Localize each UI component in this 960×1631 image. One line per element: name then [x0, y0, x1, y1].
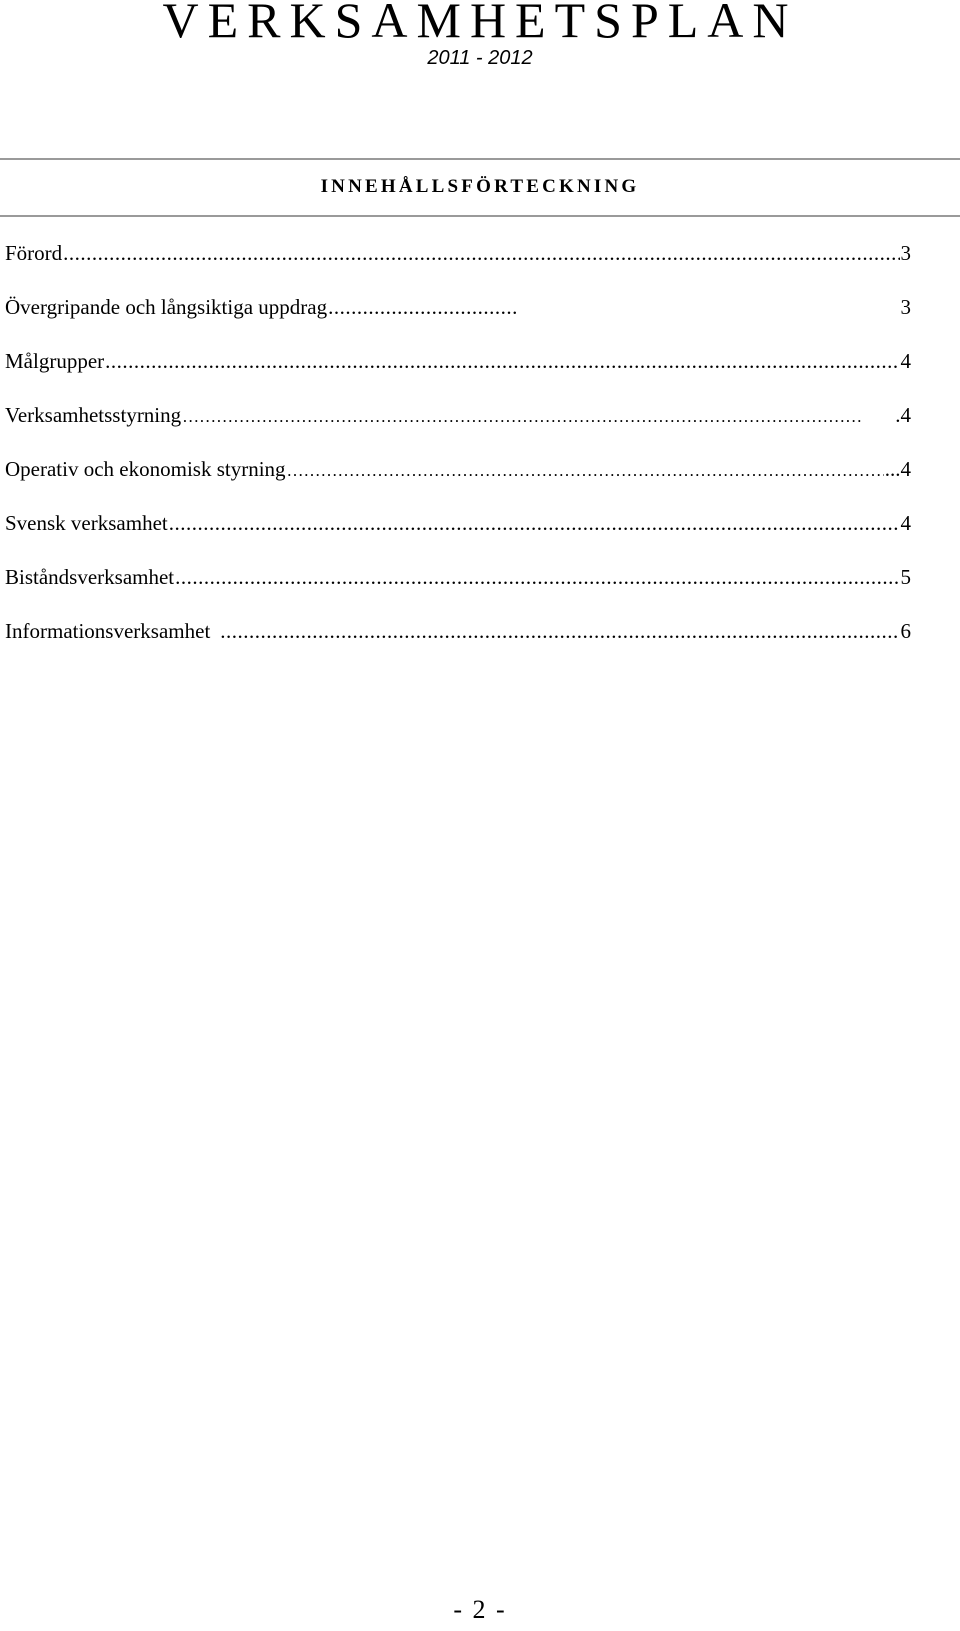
toc-entry-title: Svensk verksamhet — [5, 511, 168, 535]
toc-entry-title: Verksamhetsstyrning — [5, 403, 182, 427]
toc-entry-page: .4 — [895, 403, 911, 427]
toc-entry-title: Övergripande och långsiktiga uppdrag — [5, 295, 328, 319]
toc-leader — [328, 293, 518, 321]
toc-entry-title: Förord — [5, 241, 63, 265]
toc-entry-overgripande[interactable] — [5, 293, 911, 347]
toc-entry-operativ[interactable] — [5, 455, 911, 509]
toc-entry-malgrupper[interactable] — [5, 347, 911, 401]
toc-entry-title: Informationsverksamhet — [5, 619, 211, 643]
bottom-divider — [0, 215, 960, 217]
page-number: - 2 - — [453, 1595, 507, 1624]
toc-leader — [63, 239, 899, 267]
toc-entry-page: 3 — [900, 241, 911, 265]
toc-entry-title: Målgrupper — [5, 349, 105, 373]
toc-leader — [169, 509, 900, 537]
toc-entry-svensk[interactable] — [5, 509, 911, 563]
toc-entry-page: 4 — [900, 511, 911, 535]
toc-entry-page: 4 — [900, 349, 911, 373]
toc-leader — [220, 617, 899, 645]
toc-entry-bistand[interactable] — [5, 563, 911, 617]
toc-entry-page: 5 — [900, 565, 911, 589]
toc-entry-title: Biståndsverksamhet — [5, 565, 175, 589]
toc-leader — [105, 347, 899, 375]
toc-entry-information[interactable] — [5, 617, 911, 671]
toc-heading: INNEHÅLLSFÖRTECKNING — [320, 176, 640, 197]
toc-leader — [175, 563, 899, 591]
toc-entry-fororde[interactable] — [5, 239, 911, 293]
toc-entry-title: Operativ och ekonomisk styrning — [5, 457, 286, 481]
toc-entry-page: 6 — [900, 619, 911, 643]
top-divider — [0, 158, 960, 160]
toc-entry-page: 3 — [900, 295, 911, 319]
toc-list — [5, 239, 911, 671]
toc-entry-page: ...4 — [884, 457, 911, 481]
document-years: 2011 - 2012 — [427, 47, 533, 69]
toc-leader — [287, 455, 884, 485]
document-title: VERKSAMHETSPLAN — [162, 0, 798, 48]
toc-entry-verksamhetsstyrning[interactable] — [5, 401, 911, 455]
toc-leader — [182, 401, 894, 431]
